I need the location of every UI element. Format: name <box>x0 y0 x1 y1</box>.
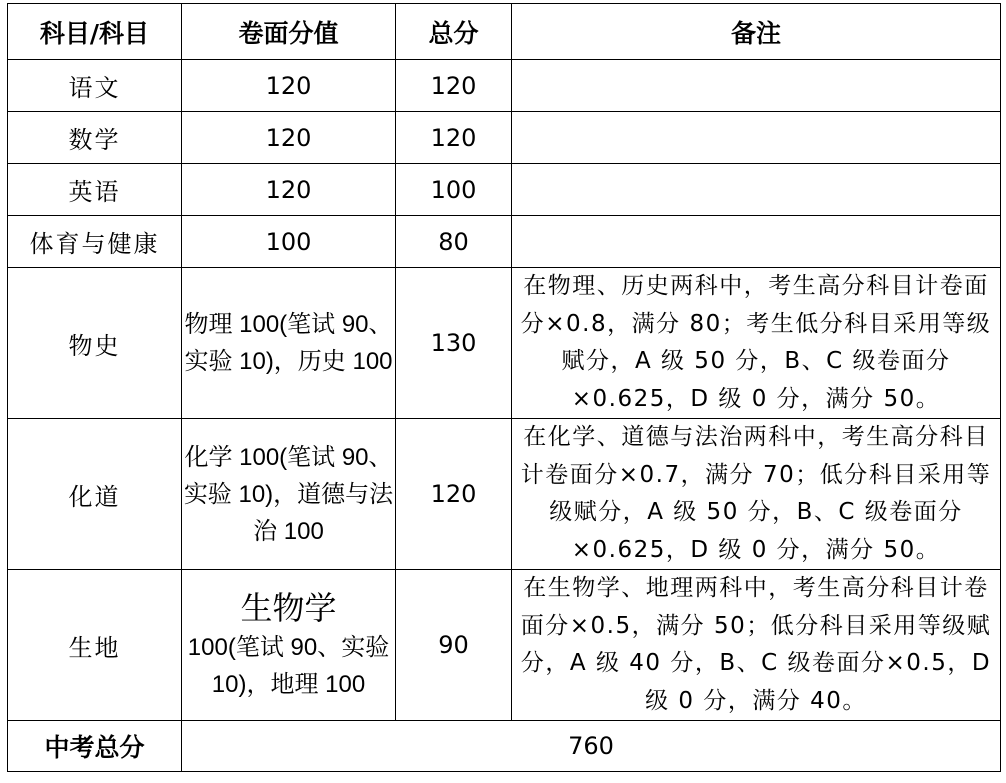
total-cell: 120 <box>396 60 512 112</box>
header-subject: 科目/科目 <box>8 4 182 60</box>
total-cell: 120 <box>396 112 512 164</box>
subject-cell: 化道 <box>8 419 182 570</box>
remark-cell <box>512 60 1001 112</box>
subject-cell: 生地 <box>8 570 182 721</box>
remark-cell <box>512 164 1001 216</box>
paper-score-cell: 化学 100(笔试 90、实验 10)，道德与法治 100 <box>182 419 396 570</box>
paper-score-cell: 100 <box>182 216 396 268</box>
subject-cell: 英语 <box>8 164 182 216</box>
remark-cell: 在物理、历史两科中，考生高分科目计卷面分×0.8，满分 80；考生低分科目采用等级赋分，A 级 50 分，B、C 级卷面分×0.625，D 级 0 分，满分 50。 <box>512 268 1001 419</box>
total-cell: 120 <box>396 419 512 570</box>
header-total: 总分 <box>396 4 512 60</box>
paper-score-cell: 物理 100(笔试 90、实验 10)，历史 100 <box>182 268 396 419</box>
remark-cell: 在化学、道德与法治两科中，考生高分科目计卷面分×0.7，满分 70；低分科目采用等级赋分，A 级 50 分，B、C 级卷面分×0.625，D 级 0 分，满分 50。 <box>512 419 1001 570</box>
subject-cell: 数学 <box>8 112 182 164</box>
remark-cell <box>512 112 1001 164</box>
paper-score-cell <box>182 570 396 721</box>
score-table <box>7 3 1001 772</box>
paper-score-detail: 100(笔试 90、实验 10)，地理 100 <box>187 634 390 698</box>
table-row <box>8 164 1001 216</box>
paper-score-title: 生物学 <box>240 590 337 626</box>
total-cell: 80 <box>396 216 512 268</box>
header-row <box>8 4 1001 60</box>
total-cell: 100 <box>396 164 512 216</box>
table-row <box>8 112 1001 164</box>
paper-score-cell: 120 <box>182 60 396 112</box>
table-row <box>8 419 1001 570</box>
remark-cell <box>512 216 1001 268</box>
subject-cell: 体育与健康 <box>8 216 182 268</box>
table-row <box>8 216 1001 268</box>
header-remark: 备注 <box>512 4 1001 60</box>
table-row <box>8 60 1001 112</box>
table-row <box>8 268 1001 419</box>
total-label: 中考总分 <box>8 721 182 772</box>
paper-score-cell: 120 <box>182 164 396 216</box>
total-cell: 130 <box>396 268 512 419</box>
total-value: 760 <box>182 721 1001 772</box>
remark-cell: 在生物学、地理两科中，考生高分科目计卷面分×0.5，满分 50；低分科目采用等级赋分，A 级 40 分，B、C 级卷面分×0.5，D 级 0 分，满分 40。 <box>512 570 1001 721</box>
subject-cell: 物史 <box>8 268 182 419</box>
total-row <box>8 721 1001 772</box>
total-cell: 90 <box>396 570 512 721</box>
paper-score-cell: 120 <box>182 112 396 164</box>
table-row <box>8 570 1001 721</box>
subject-cell: 语文 <box>8 60 182 112</box>
header-paper-score: 卷面分值 <box>182 4 396 60</box>
